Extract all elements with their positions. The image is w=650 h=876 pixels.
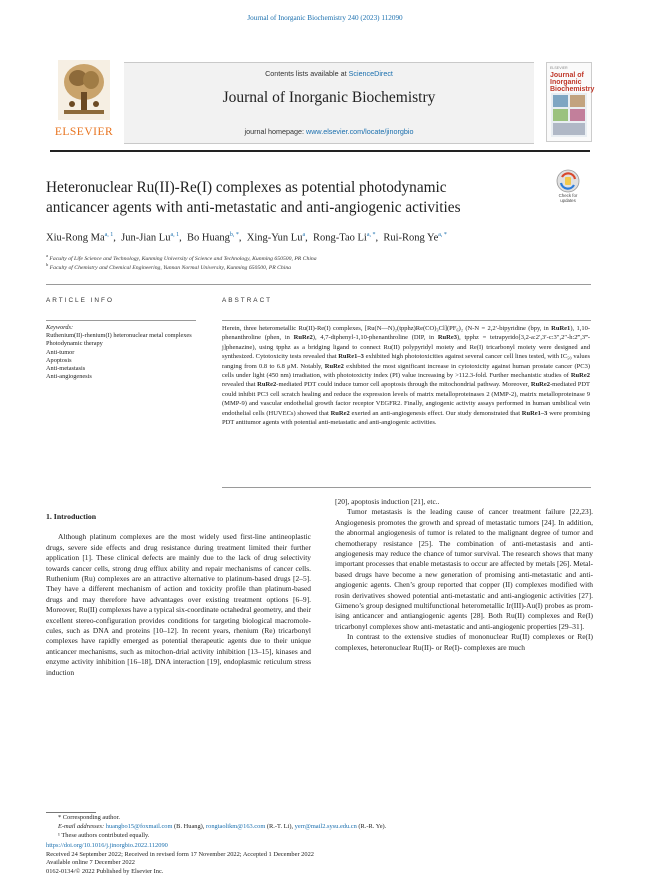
cover-title-line-2: Inorganic bbox=[550, 79, 582, 86]
article-meta bbox=[46, 842, 591, 876]
keyword-item: Apoptosis bbox=[46, 356, 72, 364]
abstract-segment: -mediated PDT could induce tumor cell apoptosis through the mitochondrial pathway. Moreover, bbox=[276, 381, 531, 389]
affiliation-divider bbox=[46, 284, 591, 285]
journal-cover[interactable] bbox=[546, 62, 595, 142]
journal-title: Journal of Inorganic Biochemistry bbox=[222, 89, 436, 106]
intro-paragraph: Tumor metastasis is the leading cause of cancer treatment failure [22,23]. Angiogenesis promotes the growth and spread of metastatic tumors [24]. In addition, the abnormal angiogenesis of tumor is related to the malignant degree of tumor and chemotherapy resistance [25]. The combination of anti-metastasis and anti-angiogenesis may reduce the chance of tumor survival. The research shows that many important processes that enable metastasis to occur are affected by metals [26]. Metal-based drugs have become a new generation of promising anti-metastatic and anti-angiogenic agents. Chen’s group reported that copper (II) complexes modified with rosin derivatives showed potential anti-metastatic and anti-angiogenic activities [27]. Gimeno’s group designed multifunctional heterometallic Ir(III)-Au(I) probes as prom-ising anticancer and antiangiogenic agents [28]. Both Ru(II) complexes and Re(I) tricarbonyl complexes show anti-metastatic and anti-angiogenic properties [29–31]. bbox=[335, 507, 593, 631]
cover-title-line-3: Biochemistry bbox=[550, 86, 595, 93]
abstract-heading: ABSTRACT bbox=[222, 297, 273, 304]
author-affiliation-mark[interactable]: a, * bbox=[366, 232, 376, 238]
intro-heading: 1. Introduction bbox=[46, 512, 97, 521]
intro-paragraph: In contrast to the extensive studies of mononuclear Ru(II) complexes or Re(I) complexes, heteronuclear Ru(II)- or Re(I)- complexes are much bbox=[335, 632, 593, 652]
compound-name: RuRe2 bbox=[330, 409, 350, 417]
check-for-updates-badge[interactable] bbox=[551, 168, 585, 206]
author-name[interactable]: Xiu-Rong Ma bbox=[46, 232, 105, 244]
compound-name: RuRe1–3 bbox=[521, 409, 548, 417]
keyword-item: Photodynamic therapy bbox=[46, 340, 103, 348]
copyright-line: 0162-0134/© 2022 Published by Elsevier Inc. bbox=[46, 867, 164, 875]
author-list: Xiu-Rong Ma$^{a, 1}$, Jun-Jian Lu$^{a, 1}$, Bo Huang$^{b, *}$, Xing-Yun Lu$^a$, Rong-Tao $Li^{a, *}$, Rui-Rong $Ye^{a, *}$ bbox=[46, 232, 447, 244]
homepage-link[interactable]: www.elsevier.com/locate/jinorgbio bbox=[306, 127, 414, 136]
author-name[interactable]: Jun-Jian Lu bbox=[121, 232, 171, 244]
compound-name: RuRe1–3 bbox=[338, 353, 364, 361]
article-title bbox=[46, 178, 546, 218]
affiliation-b bbox=[46, 262, 606, 271]
equal-contribution-note: ¹ These authors contributed equally. bbox=[58, 831, 150, 839]
affiliation-mark: b bbox=[46, 262, 49, 267]
elsevier-tree-icon bbox=[58, 60, 110, 120]
journal-reference[interactable]: Journal of Inorganic Biochemistry 240 (2023) 112090 bbox=[247, 14, 403, 22]
abstract-segment: were promising PDT antitumor agents with potential anti-metastatic and anti-angiogenic activities. bbox=[222, 409, 590, 427]
compound-name: RuRe2 bbox=[257, 381, 277, 389]
email-link[interactable]: huangbo15@foxmail.com bbox=[105, 822, 173, 830]
author-name[interactable]: Rong-Tao Li bbox=[313, 232, 367, 244]
sciencedirect-link[interactable]: ScienceDirect bbox=[348, 69, 393, 78]
check-updates-label: Check for updates bbox=[558, 193, 578, 203]
keyword-item: Ruthenium(II)-rhenium(I) heteronuclear metal complexes bbox=[46, 332, 192, 340]
author-name[interactable]: Bo Huang bbox=[187, 232, 230, 244]
abstract-segment: Herein, three heterometallic Ru(II)-Re(I) complexes, [Ru(N—N)₂(tpphz)Re(CO)₃Cl](PF₆)₂ (N-N = 2,2′-bipyridine (bpy, in bbox=[222, 325, 552, 332]
journal-header bbox=[124, 62, 534, 144]
homepage-line bbox=[124, 127, 534, 136]
footnote-divider bbox=[46, 812, 96, 813]
abstract-segment: exerted an anti-angiogenesis effect. Our study demonstrated that bbox=[349, 409, 522, 417]
cover-art-image bbox=[551, 93, 587, 137]
cover-title-line-1: Journal of bbox=[550, 72, 584, 79]
email-owner: (B. Huang), bbox=[172, 822, 206, 830]
available-online: Available online 7 December 2022 bbox=[46, 859, 135, 867]
keyword-item: Anti-angiogenesis bbox=[46, 373, 92, 381]
abstract-segment: exhibited high phototoxicities against several cancer cell lines tested, with IC₅₀ values ranging from 0.8 to 6.8 μM. Notably, bbox=[222, 353, 590, 370]
email-label: E-mail addresses: bbox=[58, 822, 106, 830]
email-link[interactable]: yerr@mail2.sysu.edu.cn bbox=[294, 822, 357, 830]
author-name[interactable]: Xing-Yun Lu bbox=[246, 232, 303, 244]
intro-left-column bbox=[46, 512, 311, 678]
abstract-bottom-divider bbox=[222, 487, 591, 488]
compound-name: RuRe2 bbox=[293, 334, 313, 342]
article-title-line-1: Heteronuclear Ru(II)-Re(I) complexes as potential photodynamic bbox=[46, 179, 447, 196]
abstract-divider bbox=[222, 320, 591, 321]
intro-right-column bbox=[335, 497, 593, 653]
elsevier-logo[interactable] bbox=[52, 60, 116, 138]
compound-name: RuRe3 bbox=[437, 334, 457, 342]
author-affiliation-mark[interactable]: a, 1 bbox=[104, 232, 114, 238]
homepage-prefix: journal homepage: bbox=[244, 127, 307, 136]
cover-title bbox=[550, 72, 595, 93]
keywords-block bbox=[46, 324, 196, 381]
author-affiliation-mark[interactable]: a, * bbox=[438, 232, 447, 238]
received-dates: Received 24 September 2022; Received in revised form 17 November 2022; Accepted 1 December 2022 bbox=[46, 850, 314, 858]
intro-paragraph-continued: [20], apoptosis induction [21], etc.. bbox=[335, 497, 440, 506]
footnotes bbox=[46, 814, 591, 840]
publisher-name: ELSEVIER bbox=[54, 126, 114, 138]
corresponding-author-note: * Corresponding author. bbox=[58, 814, 120, 821]
email-owner: (R.-T. Li), bbox=[265, 822, 295, 830]
keywords-label: Keywords: bbox=[46, 324, 74, 331]
abstract-segment: exhibited the most significant increase in cytotoxicity against human prostate cancer (PC3) cells under light (450 nm) irradiation, with phototoxicity index (PI) value increasing by >112.3-fold. Further mechanistic studies of bbox=[222, 362, 590, 380]
affiliation-text: Faculty of Chemistry and Chemical Engineering, Yunnan Normal University, Kunming 650500, PR China bbox=[49, 264, 292, 271]
affiliation-text: Faculty of Life Science and Technology, Kunming University of Science and Technology, Kunming 650500, PR China bbox=[49, 255, 317, 262]
intro-paragraph: Although platinum complexes are the most widely used first-line antineoplastic drugs, severe side effects and drug resistance during treatment limited their further application [1]. These clinical defects are mainly due to the lack of drug selectivity towards cancer cells, strong drug efflux ability and repair mechanisms of cancer cells. Ruthenium (Ru) complexes are an attractive alternative to platinum-based drugs [2–5]. They have a different mechanism of action and toxicity profile than platinum-based drugs and may therefore have advantages over existing treatment options [6–9]. Moreover, Ru(II) complexes have a typical six-coordinate octahedral geometry, and their excellent stereo-configuration provides conditions for targeting biological macromole-cules, such as DNA and proteins [10–12]. In recent years, rhenium (Re) tricarbonyl complexes have rapidly emerged as potential therapeutic agents due to their unique anticancer mechanisms, such as mitochon-drial activity inhibition [13–15], kinases and enzyme activity inhibition [16–18], DNA interaction [19], endoplasmic reticulum stress induction bbox=[46, 532, 311, 677]
email-owner: (R.-R. Ye). bbox=[356, 822, 387, 830]
compound-name: RuRe2 bbox=[530, 381, 551, 389]
abstract-segment: revealed that bbox=[222, 381, 258, 389]
compound-name: RuRe2 bbox=[570, 372, 590, 380]
contents-line bbox=[124, 69, 534, 78]
compound-name: RuRe1 bbox=[551, 325, 571, 332]
article-title-line-2: anticancer agents with anti-metastatic and anti-angiogenic activities bbox=[46, 199, 461, 216]
email-addresses bbox=[46, 823, 591, 832]
author-affiliation-mark[interactable]: a bbox=[302, 232, 306, 238]
author-affiliation-mark[interactable]: a, 1 bbox=[170, 232, 180, 238]
keywords-divider bbox=[46, 320, 196, 321]
author-name[interactable]: Rui-Rong Ye bbox=[383, 232, 439, 244]
header-divider bbox=[50, 150, 590, 152]
article-info-heading: ARTICLE INFO bbox=[46, 297, 114, 304]
author-affiliation-mark[interactable]: b, * bbox=[229, 232, 239, 238]
keyword-item: Anti-tumor bbox=[46, 348, 75, 356]
cover-brand: ELSEVIER bbox=[550, 66, 568, 70]
email-link[interactable]: rongtaolikm@163.com bbox=[206, 822, 266, 830]
affiliation-a bbox=[46, 253, 606, 262]
abstract-segment: ), tpphz = tetrapyrido[3,2-a:2′,3′-c:3″,2″-h:2‴,3‴-j]phenazine), using tpphz as a bridging ligand to connect Ru(II) polypyridyl moiety and Re(I) tricarbonyl moiety were designed and synthesized. Cytotoxicity tests revealed that bbox=[222, 334, 590, 361]
affiliation-mark: a bbox=[46, 253, 48, 258]
compound-name: RuRe2 bbox=[324, 362, 344, 370]
doi-link[interactable]: https://doi.org/10.1016/j.jinorgbio.2022.112090 bbox=[46, 842, 168, 849]
abstract-body bbox=[222, 324, 590, 427]
contents-prefix: Contents lists available at bbox=[265, 69, 349, 78]
abstract-segment: ), 4,7-diphenyl-1,10-phenanthroline (DIP, in bbox=[312, 334, 438, 342]
abstract-segment: -mediated PDT could inhibit PC3 cell scratch healing and reduce the expression levels of matrix metalloproteinases 2 (MMP-2), matrix metalloproteinase 9 (MMP-9) and vascular endothelial growth factor receptor VEGFR2. Finally, angiogenic activity assays performed in human umbilical vein endothelial cells (HUVECs) showed that bbox=[222, 381, 590, 417]
keyword-item: Anti-metastasis bbox=[46, 365, 86, 373]
abstract-segment: ), 1,10-phenanthroline (phen, in bbox=[222, 325, 590, 342]
